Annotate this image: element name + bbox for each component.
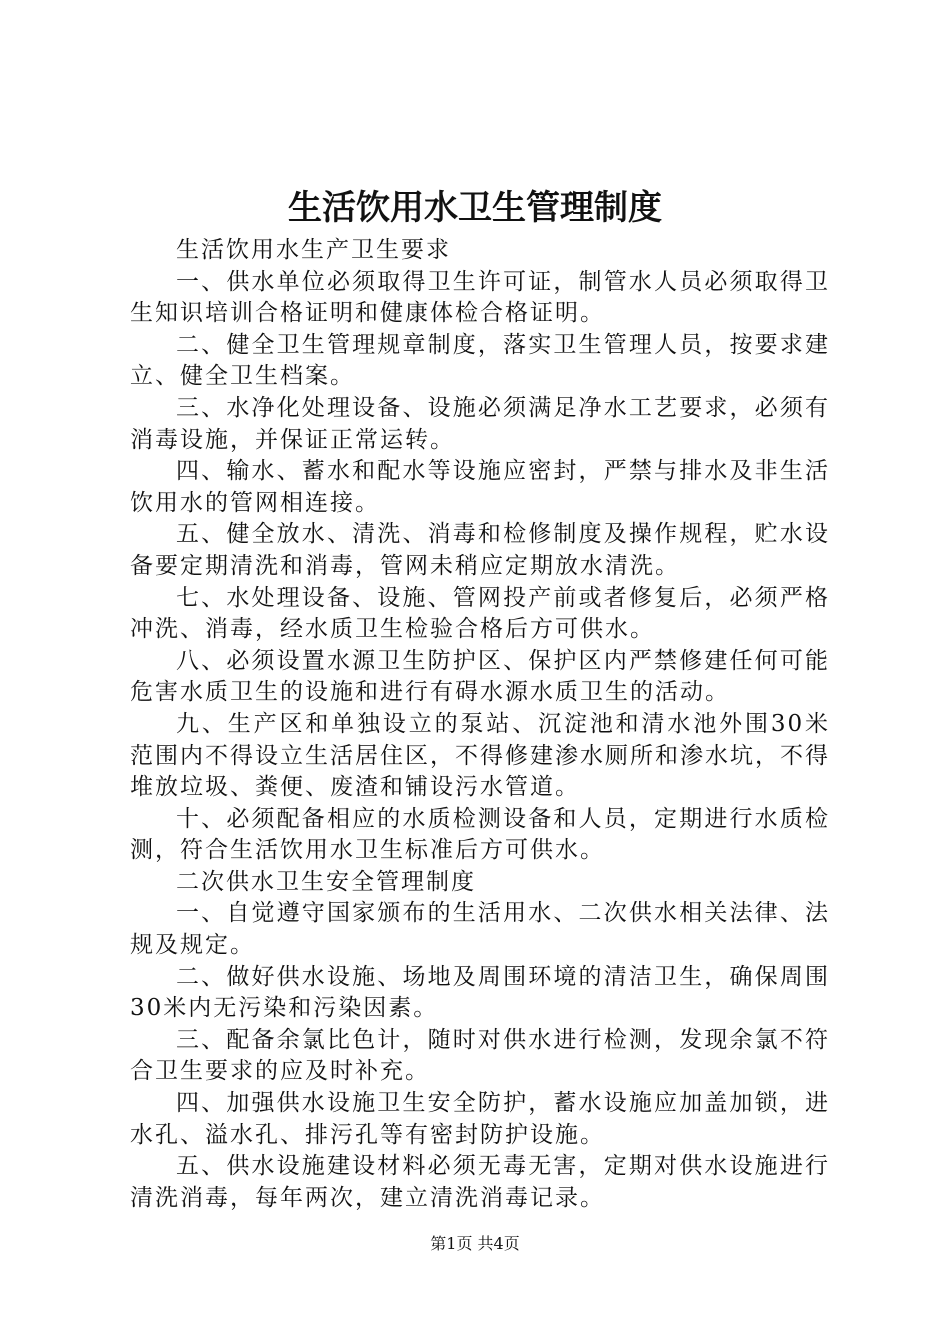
paragraph: 五、健全放水、清洗、消毒和检修制度及操作规程，贮水设备要定期清洗和消毒，管网未稍应定期放水清洗。 xyxy=(130,521,830,579)
document-title: 生活饮用水卫生管理制度 xyxy=(288,188,662,228)
paragraph: 一、自觉遵守国家颁布的生活用水、二次供水相关法律、法规及规定。 xyxy=(130,900,830,959)
paragraph: 四、加强供水设施卫生安全防护，蓄水设施应加盖加锁，进水孔、溢水孔、排污孔等有密封防护设施。 xyxy=(130,1090,830,1148)
section-heading: 生活饮用水生产卫生要求 xyxy=(176,237,451,263)
paragraph: 二、健全卫生管理规章制度，落实卫生管理人员，按要求建立、健全卫生档案。 xyxy=(130,331,830,390)
paragraph: 八、必须设置水源卫生防护区、保护区内严禁修建任何可能危害水质卫生的设施和进行有碍水源水质卫生的活动。 xyxy=(130,647,830,706)
paragraph: 三、水净化处理设备、设施必须满足净水工艺要求，必须有消毒设施，并保证正常运转。 xyxy=(130,394,830,453)
paragraph: 十、必须配备相应的水质检测设备和人员，定期进行水质检测，符合生活饮用水卫生标准后方可供水。 xyxy=(130,805,830,864)
section-heading: 二次供水卫生安全管理制度 xyxy=(176,868,476,895)
paragraph: 九、生产区和单独设立的泵站、沉淀池和清水池外围30米范围内不得设立生活居住区，不得修建渗水厕所和渗水坑，不得堆放垃圾、粪便、废渣和铺设污水管道。 xyxy=(130,710,830,801)
paragraph: 四、输水、蓄水和配水等设施应密封，严禁与排水及非生活饮用水的管网相连接。 xyxy=(130,458,830,516)
paragraph: 五、供水设施建设材料必须无毒无害，定期对供水设施进行清洗消毒，每年两次，建立清洗消毒记录。 xyxy=(130,1153,830,1211)
page-footer: 第1页 共4页 xyxy=(430,1234,520,1253)
paragraph: 七、水处理设备、设施、管网投产前或者修复后，必须严格冲洗、消毒，经水质卫生检验合格后方可供水。 xyxy=(130,584,830,643)
paragraph: 一、供水单位必须取得卫生许可证，制管水人员必须取得卫生知识培训合格证明和健康体检合格证明。 xyxy=(130,268,830,327)
paragraph: 二、做好供水设施、场地及周围环境的清洁卫生，确保周围30米内无污染和污染因素。 xyxy=(130,963,830,1022)
document-body xyxy=(130,235,830,1214)
paragraph: 三、配备余氯比色计，随时对供水进行检测，发现余氯不符合卫生要求的应及时补充。 xyxy=(130,1026,830,1085)
